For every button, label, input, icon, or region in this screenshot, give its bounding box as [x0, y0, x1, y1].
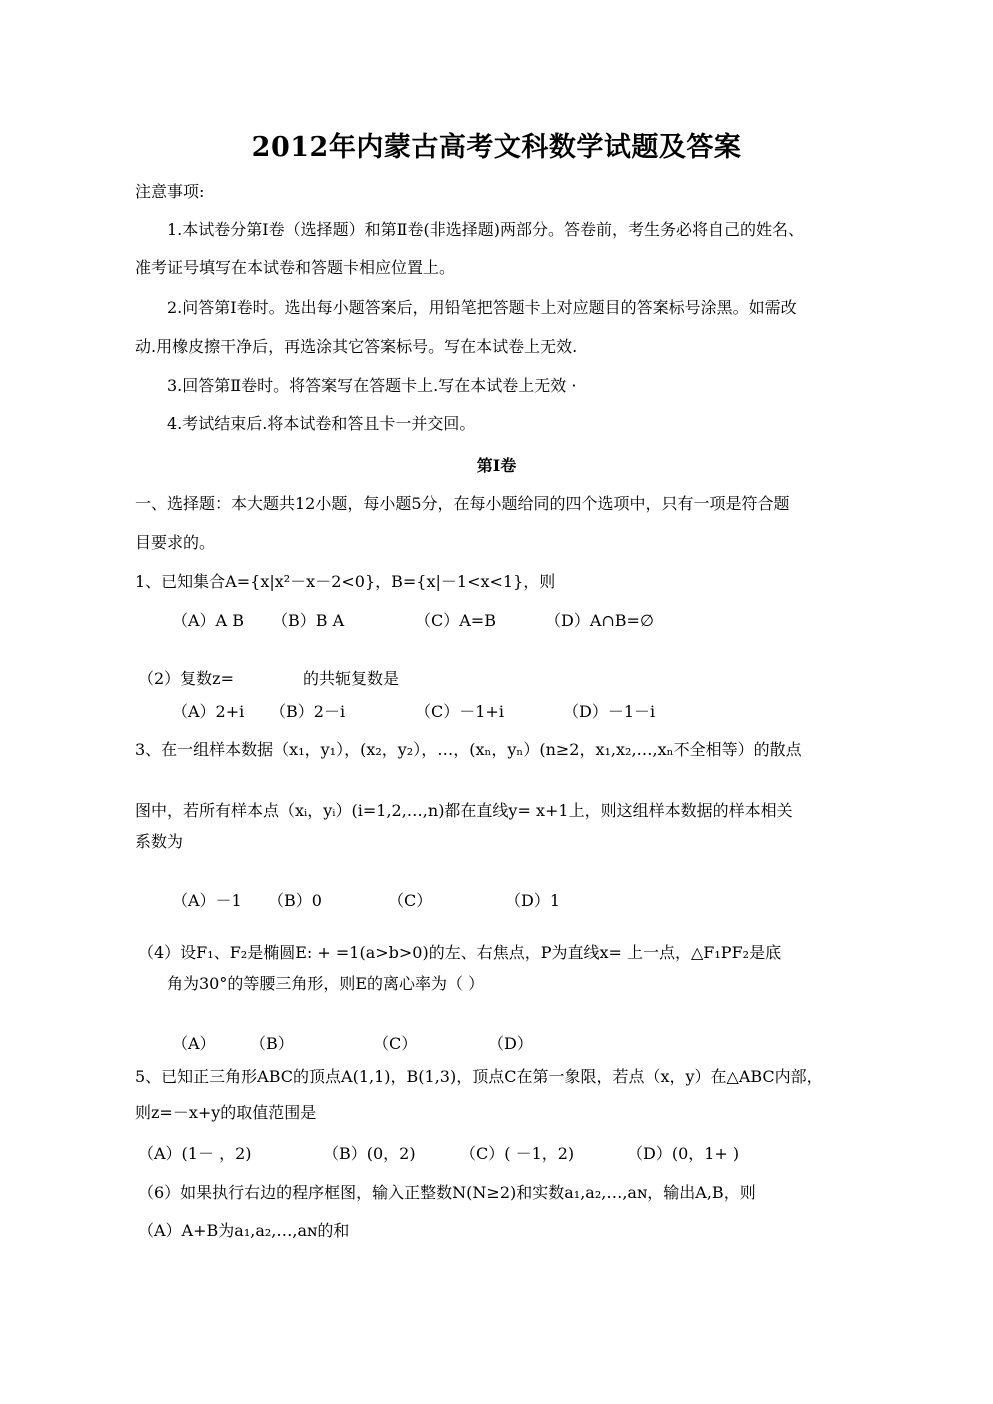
question-4-line-1: （4）设F₁、F₂是椭圆E: + =1(a>b>0)的左、右焦点，P为直线x= 上一点，△F₁PF₂是底	[138, 943, 782, 962]
page-title: 2012年内蒙古高考文科数学试题及答案	[251, 132, 742, 163]
question-4-line-2: 角为30°的等腰三角形，则E的离心率为（ ）	[167, 974, 485, 993]
question-3-line-3: 系数为	[135, 832, 184, 851]
notice-item-3: 3.回答第Ⅱ卷时。将答案写在答题卡上.写在本试卷上无效 ·	[167, 376, 577, 395]
instructions-line-1: 一、选择题：本大题共12小题，每小题5分，在每小题给同的四个选项中，只有一项是符合题	[135, 494, 790, 513]
notice-item-1-line-2: 准考证号填写在本试卷和答题卡相应位置上。	[135, 258, 456, 277]
notice-item-1-line-1: 1.本试卷分第Ⅰ卷（选择题）和第Ⅱ卷(非选择题)两部分。答卷前，考生务必将自己的姓名、	[167, 220, 804, 239]
question-3-option-d: （D）1	[505, 891, 561, 910]
question-4-option-c: （C）	[373, 1034, 418, 1053]
question-3-option-c: （C）	[388, 891, 433, 910]
question-5-line-1: 5、已知正三角形ABC的顶点A(1,1)，B(1,3)，顶点C在第一象限，若点（x，y）在△ABC内部，	[135, 1067, 823, 1086]
question-1-option-c: （C）A=B	[415, 611, 496, 630]
question-1-stem: 1、已知集合A={x|x²－x－2<0}，B={x|－1<x<1}，则	[135, 572, 556, 591]
question-5-line-2: 则z=－x+y的取值范围是	[135, 1103, 317, 1122]
notice-item-4: 4.考试结束后.将本试卷和答且卡一并交回。	[167, 414, 476, 433]
notice-item-2-line-2: 动.用橡皮擦干净后，再选涂其它答案标号。写在本试卷上无效.	[135, 337, 578, 356]
question-2-option-a: （A）2+i	[172, 702, 245, 721]
question-2-option-c: （C）－1+i	[415, 702, 504, 721]
question-6-line-1: （6）如果执行右边的程序框图，输入正整数N(N≥2)和实数a₁,a₂,…,aɴ，输出A,B，则	[138, 1183, 756, 1202]
question-3-line-1: 3、在一组样本数据（x₁，y₁），(x₂，y₂），…，(xₙ，yₙ）(n≥2，x₁,x₂,…,xₙ不全相等）的散点	[135, 740, 802, 759]
question-2-option-d: （D）－1－i	[563, 702, 656, 721]
question-2-option-b: （B）2－i	[270, 702, 346, 721]
question-2-stem-start: （2）复数z=	[138, 669, 235, 688]
notice-heading: 注意事项:	[135, 182, 205, 201]
question-1-option-a: （A）A B	[172, 611, 244, 630]
question-4-option-d: （D）	[488, 1034, 533, 1053]
question-1-option-b: （B）B A	[272, 611, 345, 630]
question-5-option-b: （B）(0，2)	[323, 1144, 416, 1163]
instructions-line-2: 目要求的。	[135, 533, 216, 552]
notice-item-2-line-1: 2.问答第Ⅰ卷时。选出每小题答案后，用铅笔把答题卡上对应题目的答案标号涂黑。如需改	[167, 298, 797, 317]
question-4-option-b: （B）	[250, 1034, 294, 1053]
question-3-option-b: （B）0	[268, 891, 322, 910]
question-1-option-d: （D）A∩B=∅	[545, 611, 654, 630]
section-title: 第Ⅰ卷	[476, 456, 517, 475]
question-3-option-a: （A）－1	[172, 891, 242, 910]
question-5-option-d: （D）(0，1+ )	[627, 1144, 740, 1163]
question-2-stem-end: 的共轭复数是	[303, 669, 400, 688]
question-4-option-a: （A）	[172, 1034, 216, 1053]
question-5-option-c: （C）( －1，2)	[460, 1144, 575, 1163]
question-6-line-2: （A）A+B为a₁,a₂,…,aɴ的和	[138, 1221, 350, 1240]
question-5-option-a: （A）(1－ ，2)	[138, 1144, 252, 1163]
question-3-line-2: 图中，若所有样本点（xᵢ，yᵢ）(i=1,2,…,n)都在直线y= x+1上，则这组样本数据的样本相关	[135, 801, 793, 820]
